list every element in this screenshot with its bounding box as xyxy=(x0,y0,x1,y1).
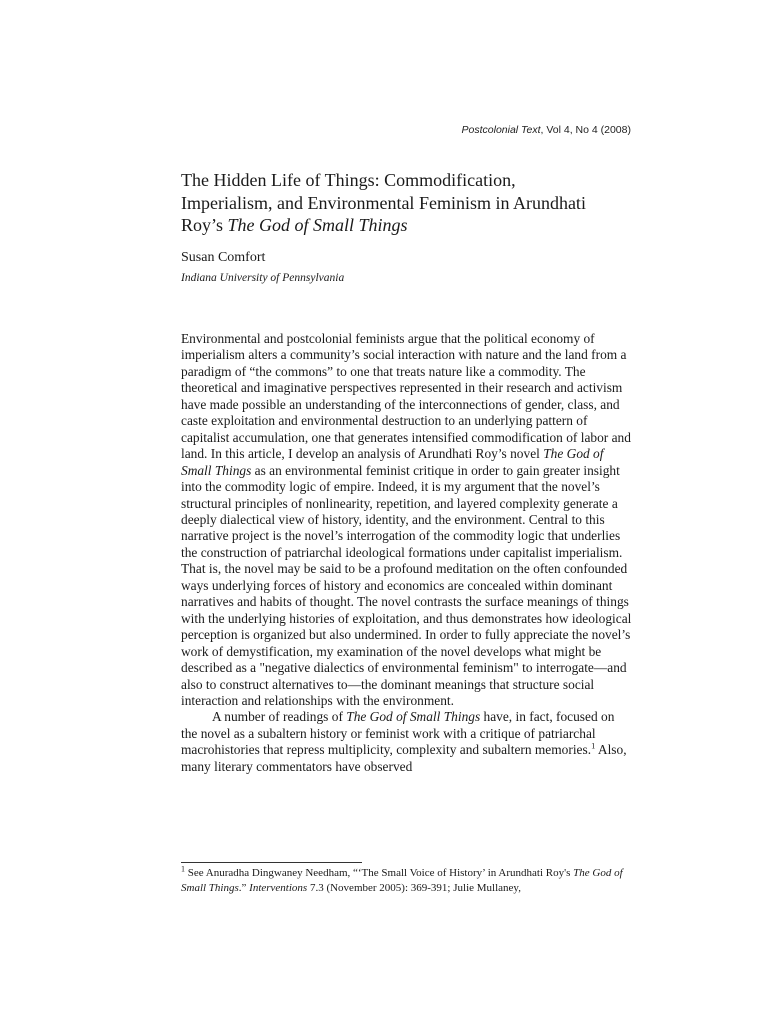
journal-header xyxy=(462,124,631,136)
p2-text-a: A number of readings of xyxy=(212,709,347,725)
footnote-reference[interactable]: 1 xyxy=(591,740,596,751)
p2-novel-title: The God of Small Things xyxy=(346,709,481,725)
author-affiliation: Indiana University of Pennsylvania xyxy=(181,272,345,284)
footnote-number: 1 xyxy=(181,864,185,874)
title-line-3: Roy’s xyxy=(181,215,228,235)
p1-novel-title: The God of Small Things xyxy=(181,446,604,478)
article-body xyxy=(181,331,633,775)
footnote xyxy=(181,866,633,896)
footnote-text-b: .” xyxy=(238,882,250,894)
p2-text-b: have, in fact, focused on the novel as a subaltern history or feminist work with a critique of patriarchal macrohistories that repress multiplicity, complexity and subaltern memories. xyxy=(181,709,615,758)
p1-text-b: as an environmental feminist critique in order to gain greater insight into the commodity logic of empire. Indeed, it is my argument that the novel’s structural principles of nonlinearity, repetition, and layered complexity generate a deeply dialectical view of history, identity, and the environment. Central to this narrative project is the novel’s interrogation of the commodity logic that underlies the construction of patriarchal ideological formations under capitalist imperialism. That is, the novel may be said to be a profound meditation on the often confounded ways underlying forces of history and economics are concealed within dominant narratives and habits of thought. The novel contrasts the surface meanings of things with the underlying histories of exploitation, and thus demonstrates how ideological perception is organized but also undermined. In order to fully appreciate the novel’s work of demystification, my examination of the novel develops what might be described as a "negative dialectics of environmental feminism" to interrogate—and also to construct alternatives to—the dominant meanings that structure social interaction and relationships with the environment. xyxy=(181,462,632,708)
title-novel-name: The God of Small Things xyxy=(227,215,408,235)
author-name: Susan Comfort xyxy=(181,250,266,265)
footnote-divider xyxy=(181,862,362,863)
footnote-journal-title: Interventions xyxy=(249,882,308,894)
footnote-1 xyxy=(181,866,633,896)
journal-name: Postcolonial Text xyxy=(461,124,541,136)
footnote-text-c: 7.3 (November 2005): 369-391; Julie Mullaney, xyxy=(307,882,521,894)
journal-issue: , Vol 4, No 4 (2008) xyxy=(540,124,631,136)
footnote-text-a: See Anuradha Dingwaney Needham, “‘The Small Voice of History’ in Arundhati Roy's xyxy=(185,867,574,879)
p2-text-c: Also, many literary commentators have observed xyxy=(181,742,627,774)
title-line-2: Imperialism, and Environmental Feminism in Arundhati xyxy=(181,192,586,213)
article-title xyxy=(181,169,651,237)
body-paragraph-2 xyxy=(181,709,633,775)
title-line-1: The Hidden Life of Things: Commodification, xyxy=(181,170,516,190)
footnote-novel-title: The God of Small Things xyxy=(181,867,623,894)
p1-text-a: Environmental and postcolonial feminists argue that the political economy of imperialism alters a community’s social interaction with nature and the land from a paradigm of “the commons” to one that treats nature like a commodity. The theoretical and imaginative perspectives represented in their research and activism have made possible an understanding of the interconnections of gender, class, and caste exploitation and environmental destruction to an underlying pattern of capitalist accumulation, one that generates intensified commodification of labor and land. In this article, I develop an analysis of Arundhati Roy’s novel xyxy=(181,331,631,462)
body-paragraph-1 xyxy=(181,331,633,709)
